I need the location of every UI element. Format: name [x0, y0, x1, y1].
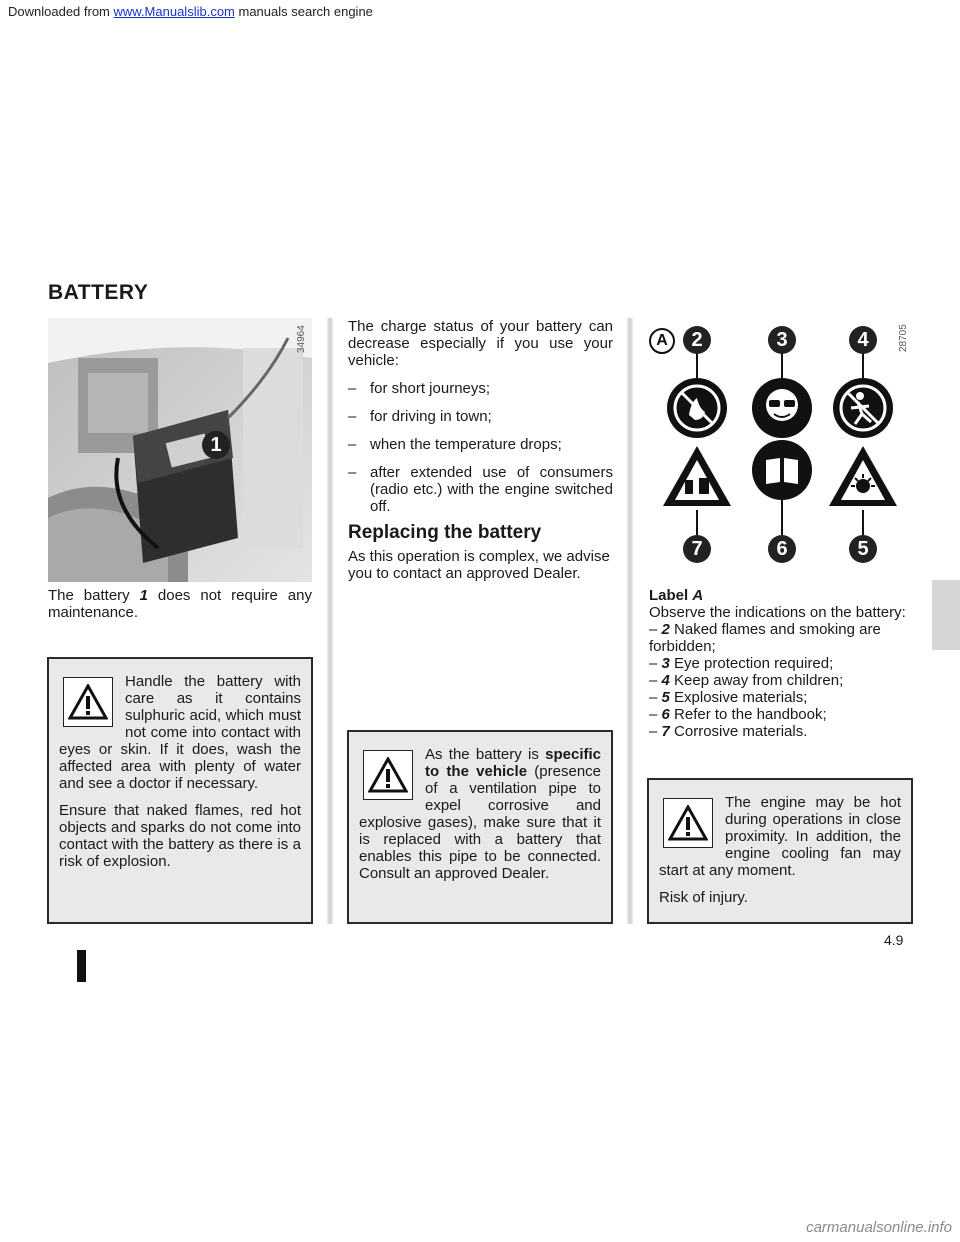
list-item: – for driving in town;: [348, 408, 613, 425]
label-reference-number: 28705: [898, 324, 909, 352]
column-divider: [626, 318, 634, 924]
label-a-explanation: [649, 587, 913, 740]
text-pre: The battery: [48, 587, 140, 604]
battery-number: 1: [139, 587, 148, 604]
explosion-warning-text: Ensure that naked flames, red hot objects and sparks do not come into contact with the battery as there is a risk of explosion.: [59, 802, 301, 870]
list-item: – after extended use of consumers (radio etc.) with the engine switched off.: [348, 464, 613, 515]
footer-watermark: carmanualsonline.info: [806, 1219, 952, 1236]
refer-handbook-icon: [752, 440, 812, 500]
list-item: – when the temperature drops;: [348, 436, 613, 453]
list-item: – 5 Explosive materials;: [649, 689, 808, 706]
item-number: 3: [661, 655, 670, 672]
photo-reference-number: 34964: [296, 325, 307, 353]
label-a-intro: Observe the indications on the battery:: [649, 604, 906, 621]
text-post: does not require any maintenance.: [48, 587, 312, 621]
battery-maintenance-text: [48, 587, 312, 621]
item-text: Explosive materials;: [674, 689, 808, 706]
acid-warning-text: Handle the battery with care as it contains sulphuric acid, which must not come into contact with eyes or skin. If it does, wash the affected area with plenty of water and see a doctor if necessary.: [59, 673, 301, 792]
specific-battery-warning-box: [347, 730, 613, 924]
item-number: 2: [661, 621, 670, 638]
pictogram-number-7: 7: [683, 535, 711, 563]
warning-bold: specific to the vehicle: [425, 746, 601, 780]
warning-post: (presence of a ventilation pipe to expel corrosive and explosive gases), make sure that it is replaced with a battery that enables this pipe to be connected. Consult an approved Dealer.: [359, 763, 602, 882]
item-number: 7: [661, 723, 670, 740]
list-item: – 7 Corrosive materials.: [649, 723, 808, 740]
hot-engine-warning-text: The engine may be hot during operations in close proximity. In addition, the engine cooling fan may start at any moment.: [659, 794, 901, 879]
replacing-battery-text: As this operation is complex, we advise you to contact an approved Dealer.: [348, 548, 610, 582]
item-number: 5: [661, 689, 670, 706]
item-text: Naked flames and smoking are forbidden;: [649, 621, 881, 655]
header-prefix: Downloaded from: [8, 4, 114, 19]
charge-status-intro: The charge status of your battery can decrease especially if you use your vehicle:: [348, 318, 613, 369]
item-number: 6: [661, 706, 670, 723]
item-text: Corrosive materials.: [674, 723, 808, 740]
label-letter: A: [692, 587, 704, 604]
battery-label-pictograms: [645, 320, 910, 570]
warning-triangle-icon: [63, 677, 113, 727]
battery-photo: [48, 318, 312, 582]
label-a-heading: [649, 587, 913, 604]
list-item: – for short journeys;: [348, 380, 613, 397]
hot-engine-warning-box: [647, 778, 913, 924]
list-item: – 4 Keep away from children;: [649, 672, 844, 689]
label-letter-a: A: [649, 328, 675, 354]
pictogram-number-4: 4: [849, 326, 877, 354]
pictogram-number-6: 6: [768, 535, 796, 563]
item-number: 4: [661, 672, 670, 689]
header-suffix: manuals search engine: [234, 4, 373, 19]
pictogram-number-5: 5: [849, 535, 877, 563]
item-text: Eye protection required;: [674, 655, 834, 672]
label-pictogram-diagram: [645, 320, 910, 570]
pictogram-number-3: 3: [768, 326, 796, 354]
page-title: BATTERY: [48, 281, 149, 304]
manualslib-link[interactable]: www.Manualslib.com: [113, 4, 235, 19]
injury-risk-text: Risk of injury.: [659, 889, 748, 906]
label-word: Label: [649, 587, 693, 604]
warning-triangle-icon: [663, 798, 713, 848]
charge-status-section: [348, 318, 613, 515]
black-marker: [77, 950, 86, 982]
replacing-battery-heading: Replacing the battery: [348, 522, 542, 543]
engine-bay-illustration: [48, 318, 312, 582]
pictogram-number-2: 2: [683, 326, 711, 354]
warning-pre: As the battery is: [425, 746, 546, 763]
page-number: 4.9: [884, 932, 904, 948]
charge-conditions-list: [348, 380, 613, 515]
acid-warning-box: [47, 657, 313, 924]
battery-callout-1: 1: [202, 431, 230, 459]
item-text: Keep away from children;: [674, 672, 844, 689]
list-item: – 6 Refer to the handbook;: [649, 706, 827, 723]
list-item: – 2 Naked flames and smoking are forbidden;: [649, 621, 881, 655]
column-divider: [326, 318, 334, 924]
download-source-header: [8, 4, 373, 19]
item-text: Refer to the handbook;: [674, 706, 827, 723]
list-item: – 3 Eye protection required;: [649, 655, 834, 672]
chapter-side-tab: [932, 580, 960, 650]
warning-triangle-icon: [363, 750, 413, 800]
